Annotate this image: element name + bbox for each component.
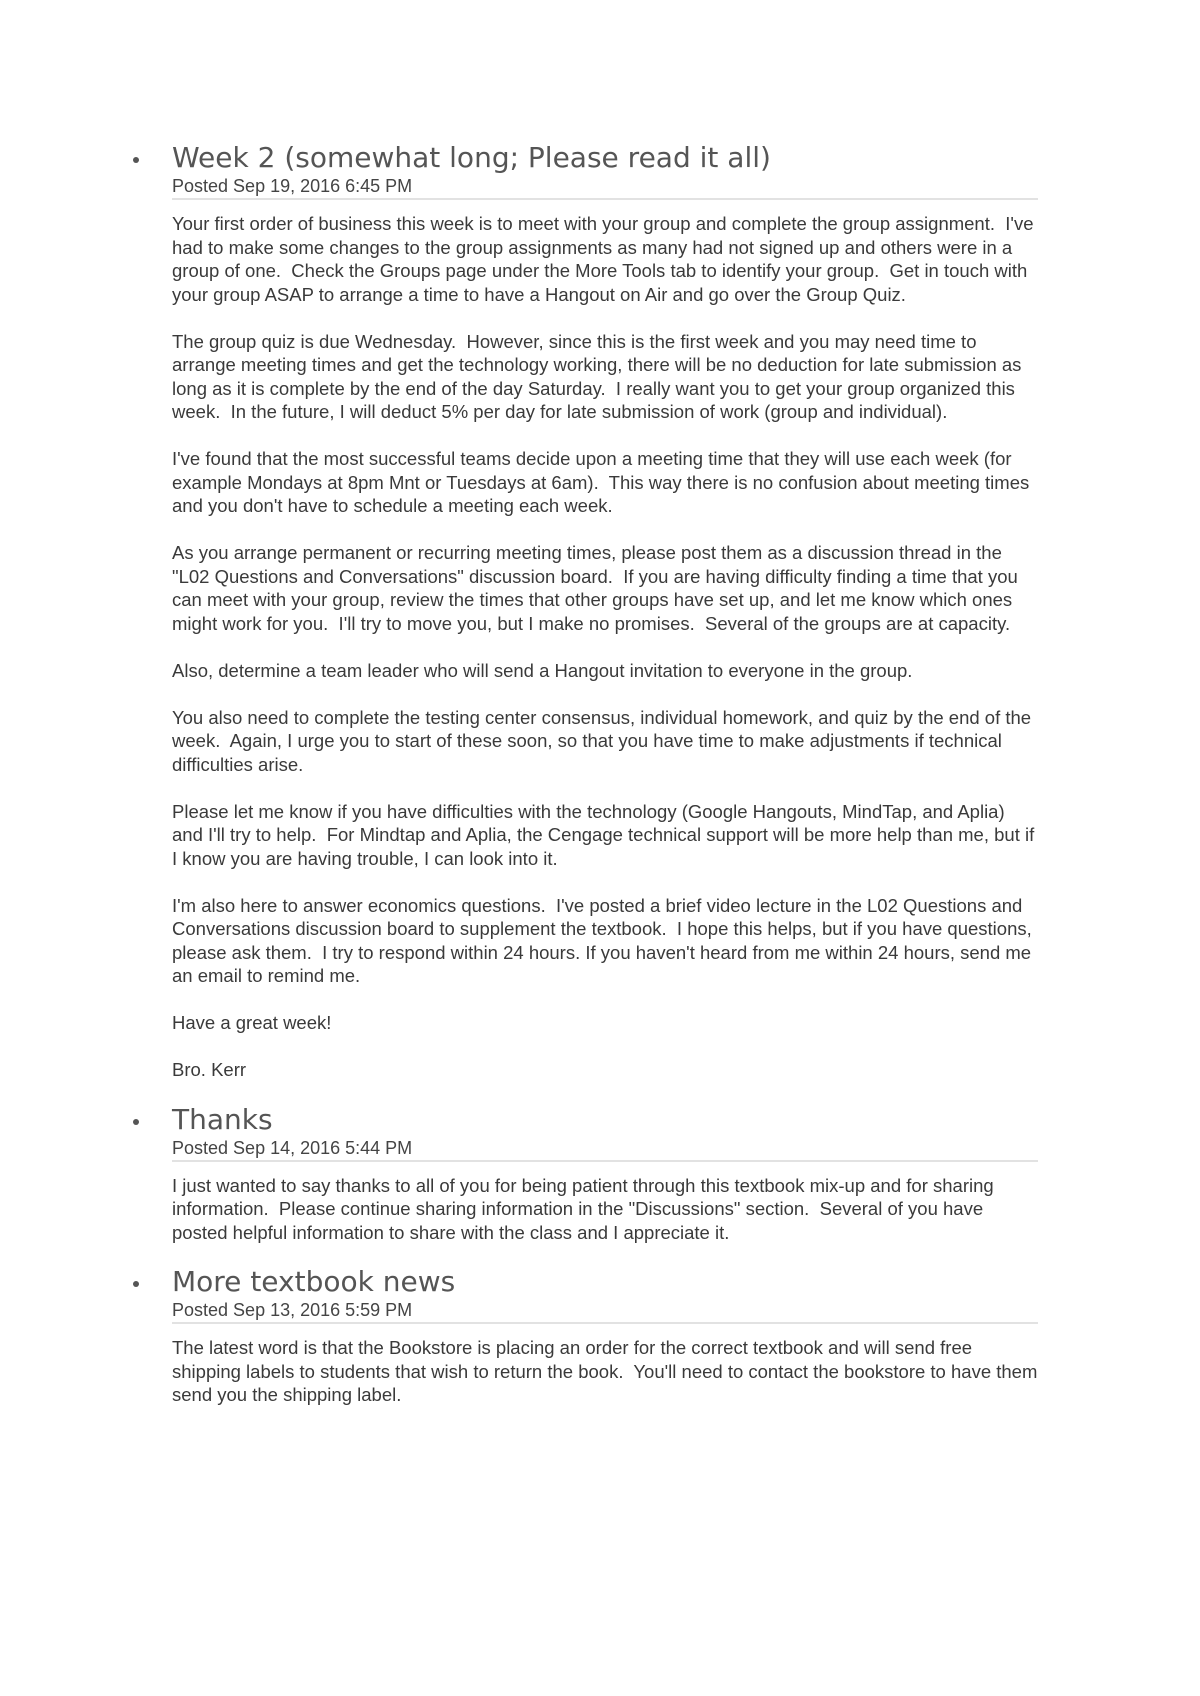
announcement-posted-line <box>172 1300 1038 1324</box>
body-paragraph: I'm also here to answer economics questions. I've posted a brief video lecture in the L02 Questions and Conversations discussion board to supplement the textbook. I hope this helps, but if you have questions, please ask them. I try to respond within 24 hours. If you haven't heard from me within 24 hours, send me an email to remind me. <box>172 894 1037 986</box>
announcement-item <box>128 1264 1043 1407</box>
bullet-icon <box>133 157 139 163</box>
bullet-icon <box>133 1281 139 1287</box>
announcement-title[interactable]: More textbook news <box>172 1265 456 1298</box>
body-paragraph: You also need to complete the testing center consensus, individual homework, and quiz by the end of the week. Again, I urge you to start of these soon, so that you have time to make adjustments if technical difficulties arise. <box>172 706 1037 775</box>
announcement-date: Sep 14, 2016 5:44 PM <box>233 1137 413 1158</box>
body-paragraph: Also, determine a team leader who will send a Hangout invitation to everyone in the group. <box>172 659 913 681</box>
announcement-date: Sep 19, 2016 6:45 PM <box>233 176 413 196</box>
announcement-date: Sep 13, 2016 5:59 PM <box>233 1300 413 1320</box>
posted-label: Posted <box>172 176 229 196</box>
posted-label: Posted <box>172 1137 229 1158</box>
announcement-posted-line <box>172 1138 1038 1162</box>
body-paragraph: The group quiz is due Wednesday. However, since this is the first week and you may need time to arrange meeting times and get the technology working, there will be no deduction for late submission as long as it is complete by the end of the day Saturday. I really want you to get your group organized this week. In the future, I will deduct 5% per day for late submission of work (group and individual). <box>172 330 1027 422</box>
announcement-item <box>128 140 1038 1082</box>
announcement-posted-line <box>172 176 1038 200</box>
body-paragraph: Please let me know if you have difficulties with the technology (Google Hangouts, MindTap, and Aplia) and I'll try to help. For Mindtap and Aplia, the Cengage technical support will be more help than me, but if I know you are having trouble, I can look into it. <box>172 800 1040 869</box>
body-paragraph: As you arrange permanent or recurring meeting times, please post them as a discussion thread in the "L02 Questions and Conversations" discussion board. If you are having difficulty finding a time that you can meet with your group, review the times that other groups have set up, and let me know which ones might work for you. I'll try to move you, but I make no promises. Several of the groups are at capacity. <box>172 542 1023 634</box>
announcement-list <box>128 140 1043 1427</box>
announcement-title[interactable]: Week 2 (somewhat long; Please read it all) <box>172 141 771 174</box>
announcement-body <box>172 212 1038 1082</box>
bullet-icon <box>133 1119 139 1125</box>
body-paragraph: Have a great week! <box>172 1012 332 1033</box>
announcement-body <box>172 1336 1043 1407</box>
announcement-title[interactable]: Thanks <box>172 1102 273 1136</box>
body-paragraph: I've found that the most successful teams decide upon a meeting time that they will use each week (for example Mondays at 8pm Mnt or Tuesdays at 6am). This way there is no confusion about meeting times and you don't have to schedule a meeting each week. <box>172 448 1035 516</box>
body-paragraph: I just wanted to say thanks to all of you for being patient through this textbook mix-up and for sharing information. Please continue sharing information in the "Discussions" section. Several of you have posted helpful information to share with the class and I appreciate it. <box>172 1174 999 1243</box>
body-paragraph: Your first order of business this week is to meet with your group and complete the group assignment. I've had to make some changes to the group assignments as many had not signed up and others were in a group of one. Check the Groups page under the More Tools tab to identify your group. Get in touch with your group ASAP to arrange a time to have a Hangout on Air and go over the Group Quiz. <box>172 213 1039 305</box>
announcement-item <box>128 1102 1038 1245</box>
announcement-body <box>172 1174 1038 1245</box>
posted-label: Posted <box>172 1300 229 1320</box>
signature: Bro. Kerr <box>172 1059 247 1080</box>
body-paragraph: The latest word is that the Bookstore is placing an order for the correct textbook and will send free shipping labels to students that wish to return the book. You'll need to contact the bookstore to have them send you the shipping label. <box>172 1337 1043 1405</box>
